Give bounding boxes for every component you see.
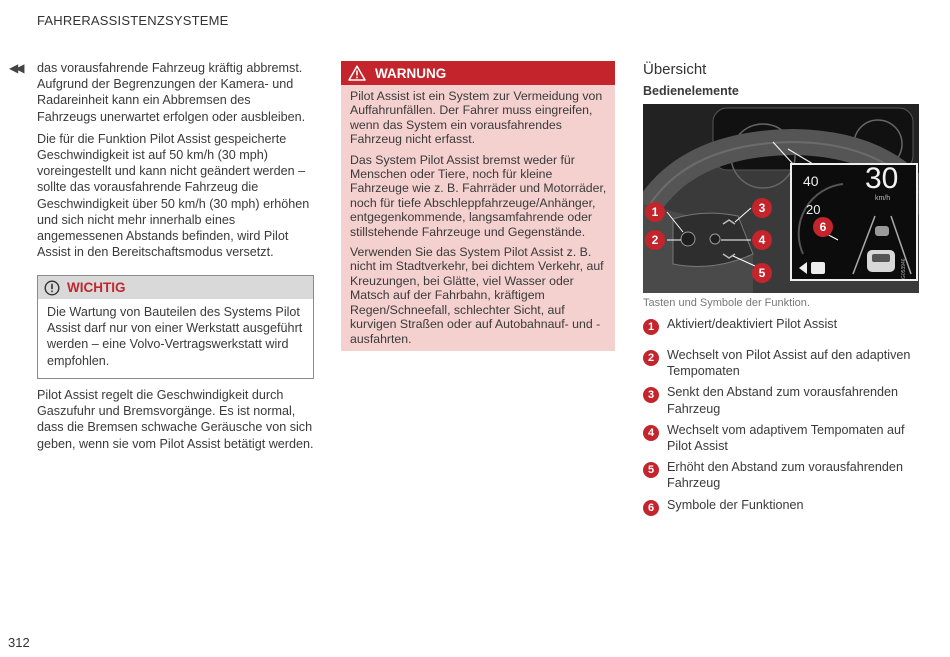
number-badge: 3 bbox=[643, 387, 659, 403]
number-badge: 1 bbox=[643, 319, 659, 335]
callout-5 bbox=[752, 263, 772, 283]
svg-text:6: 6 bbox=[819, 220, 827, 234]
image-code: G053946 bbox=[901, 258, 907, 279]
column-1-text bbox=[37, 60, 312, 266]
list-item-text: Wechselt von Pilot Assist auf den adaptiven Tempomaten bbox=[667, 348, 911, 379]
double-chevron-left-icon: ◀◀ bbox=[9, 61, 22, 75]
list-item-text: Symbole der Funktionen bbox=[667, 497, 804, 512]
list-item-text: Wechselt vom adaptivem Tempomaten auf Pilot Assist bbox=[667, 422, 905, 454]
callout-3 bbox=[752, 198, 772, 218]
figure-caption: Tasten und Symbole der Funktion. bbox=[643, 297, 810, 309]
zoom-speed: 30 bbox=[865, 162, 899, 195]
number-badge: 6 bbox=[643, 500, 659, 516]
callout-2 bbox=[645, 230, 665, 250]
paragraph: Verwenden Sie das System Pilot Assist z. B. nicht im Stadtverkehr, bei dichtem Verkehr, auf Kreuzungen, bei Glätte, viel Wasser oder Matsch auf der Fahrbahn, kräftigem Regen/Schneefall, schlechter Sicht, auf kurvigen Straßen oder auf Autobahnauf- und -ausfahrten. bbox=[350, 245, 604, 346]
svg-text:3: 3 bbox=[758, 201, 766, 215]
number-badge: 4 bbox=[643, 425, 659, 441]
cluster-speed: 30 bbox=[761, 143, 774, 155]
steering-wheel-illustration bbox=[643, 104, 919, 293]
steering-wheel-drawing bbox=[643, 104, 919, 293]
list-item bbox=[643, 422, 918, 454]
svg-text:1: 1 bbox=[651, 205, 659, 219]
legend-list bbox=[643, 316, 918, 521]
paragraph: Pilot Assist regelt die Geschwindigkeit durch Gaszufuhr und Bremsvorgänge. Es ist normal, dass die Bremsen schwache Geräusche von sich geben, wenn sie vom Pilot Assist betätigt werden. bbox=[37, 388, 314, 451]
callout-6 bbox=[813, 217, 833, 237]
section-title: Übersicht bbox=[643, 61, 707, 78]
list-item bbox=[643, 316, 918, 335]
list-item bbox=[643, 459, 918, 491]
svg-text:2: 2 bbox=[651, 233, 659, 247]
speed-unit: km/h bbox=[875, 195, 891, 202]
important-notice-box bbox=[37, 275, 314, 379]
notice-header bbox=[38, 276, 313, 299]
warning-header bbox=[341, 61, 615, 85]
notice-title: WICHTIG bbox=[67, 280, 126, 295]
paragraph: das vorausfahrende Fahrzeug kräftig abbremst. Aufgrund der Begrenzungen der Kamera- und Radareinheit kann ein Abbremsen des Fahrzeugs unerwartet erfolgen oder ausbleiben. bbox=[37, 61, 306, 124]
gauge-label-20: 20 bbox=[806, 202, 821, 217]
list-item-text: Erhöht den Abstand zum vorausfahrenden Fahrzeug bbox=[667, 460, 903, 491]
number-badge: 5 bbox=[643, 462, 659, 478]
running-header: FAHRERASSISTENZSYSTEME bbox=[37, 13, 229, 28]
gauge-label-40: 40 bbox=[803, 173, 819, 189]
list-item bbox=[643, 384, 918, 416]
list-item-text: Senkt den Abstand zum vorausfahrenden Fahrzeug bbox=[667, 385, 899, 416]
warning-title: WARNUNG bbox=[375, 65, 447, 81]
svg-text:4: 4 bbox=[758, 233, 766, 247]
page-number: 312 bbox=[8, 635, 30, 650]
svg-text:5: 5 bbox=[758, 266, 766, 280]
warning-box bbox=[341, 61, 615, 351]
list-item-text: Aktiviert/deaktiviert Pilot Assist bbox=[667, 317, 838, 331]
warning-body bbox=[341, 85, 615, 346]
callout-4 bbox=[752, 230, 772, 250]
warning-triangle-icon bbox=[348, 65, 366, 81]
paragraph: Das System Pilot Assist bremst weder für Menschen oder Tiere, noch für kleine Fahrzeuge wie z. B. Fahrräder und Motorräder, noch für tiefe Abschleppfahrzeuge/Anhänger, entgegenkommende, langsamfahrende oder stillstehende Fahrzeuge und Gegenstände. bbox=[350, 152, 607, 239]
exclamation-circle-icon bbox=[44, 280, 60, 296]
callout-1 bbox=[645, 202, 665, 222]
notice-text: Die Wartung von Bauteilen des Systems Pilot Assist darf nur von einer Werkstatt ausgeführt werden – eine Volvo-Vertragswerkstatt wird empfohlen. bbox=[47, 305, 303, 368]
section-subtitle: Bedienelemente bbox=[643, 84, 739, 98]
paragraph: Die für die Funktion Pilot Assist gespeicherte Geschwindigkeit ist auf 50 km/h (30 mph) voreingestellt und kann nicht geändert werden – sollte das vorausfahrende Fahrzeug die Geschwindigkeit über 50 km/h (30 mph) erhöhen und sich nicht mehr innerhalb eines angemessenen Abstands befinden, wird Pilot Assist in den Bereitschaftsmodus versetzt. bbox=[37, 131, 310, 260]
paragraph: Pilot Assist ist ein System zur Vermeidung von Auffahrunfällen. Der Fahrer muss eingreifen, wenn das System ein vorausfahrendes Fahrzeug nicht erfasst. bbox=[350, 89, 603, 147]
column-1-text-bottom bbox=[37, 387, 315, 452]
number-badge: 2 bbox=[643, 350, 659, 366]
list-item bbox=[643, 347, 918, 379]
list-item bbox=[643, 497, 918, 516]
